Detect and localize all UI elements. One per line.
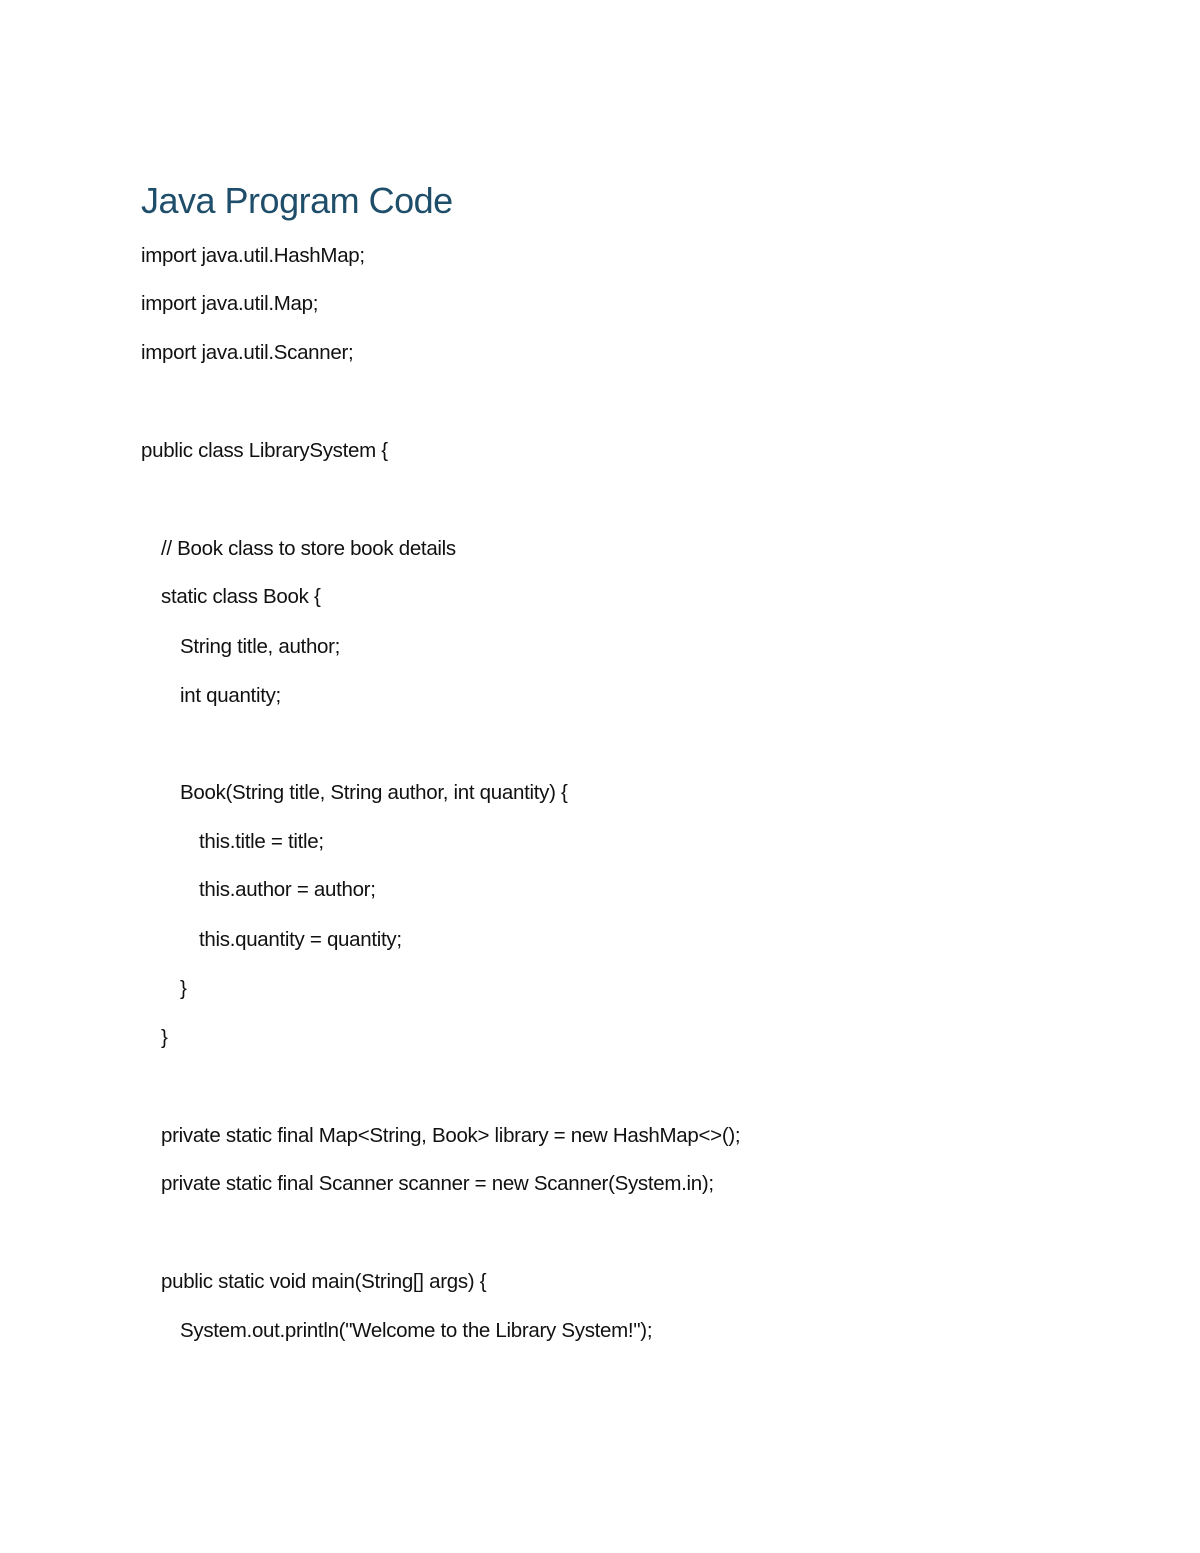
code-line: // Book class to store book details xyxy=(161,537,456,560)
code-line: import java.util.Map; xyxy=(141,292,319,315)
code-line: private static final Map<String, Book> library = new HashMap<>(); xyxy=(161,1124,741,1147)
code-line: int quantity; xyxy=(180,684,281,707)
code-line: } xyxy=(180,977,187,1000)
code-line: public static void main(String[] args) { xyxy=(161,1270,487,1293)
page-title: Java Program Code xyxy=(141,180,453,221)
code-line: this.quantity = quantity; xyxy=(199,928,402,951)
code-line: System.out.println("Welcome to the Library System!"); xyxy=(180,1319,653,1342)
code-line: import java.util.HashMap; xyxy=(141,244,365,267)
code-line: import java.util.Scanner; xyxy=(141,341,354,364)
code-line: this.author = author; xyxy=(199,878,376,901)
code-line: this.title = title; xyxy=(199,830,324,853)
code-line: private static final Scanner scanner = new Scanner(System.in); xyxy=(161,1172,714,1195)
code-line: String title, author; xyxy=(180,635,341,658)
code-line: public class LibrarySystem { xyxy=(141,439,388,462)
code-line: Book(String title, String author, int quantity) { xyxy=(180,781,568,804)
code-line: } xyxy=(161,1026,168,1049)
code-line: static class Book { xyxy=(161,585,321,608)
